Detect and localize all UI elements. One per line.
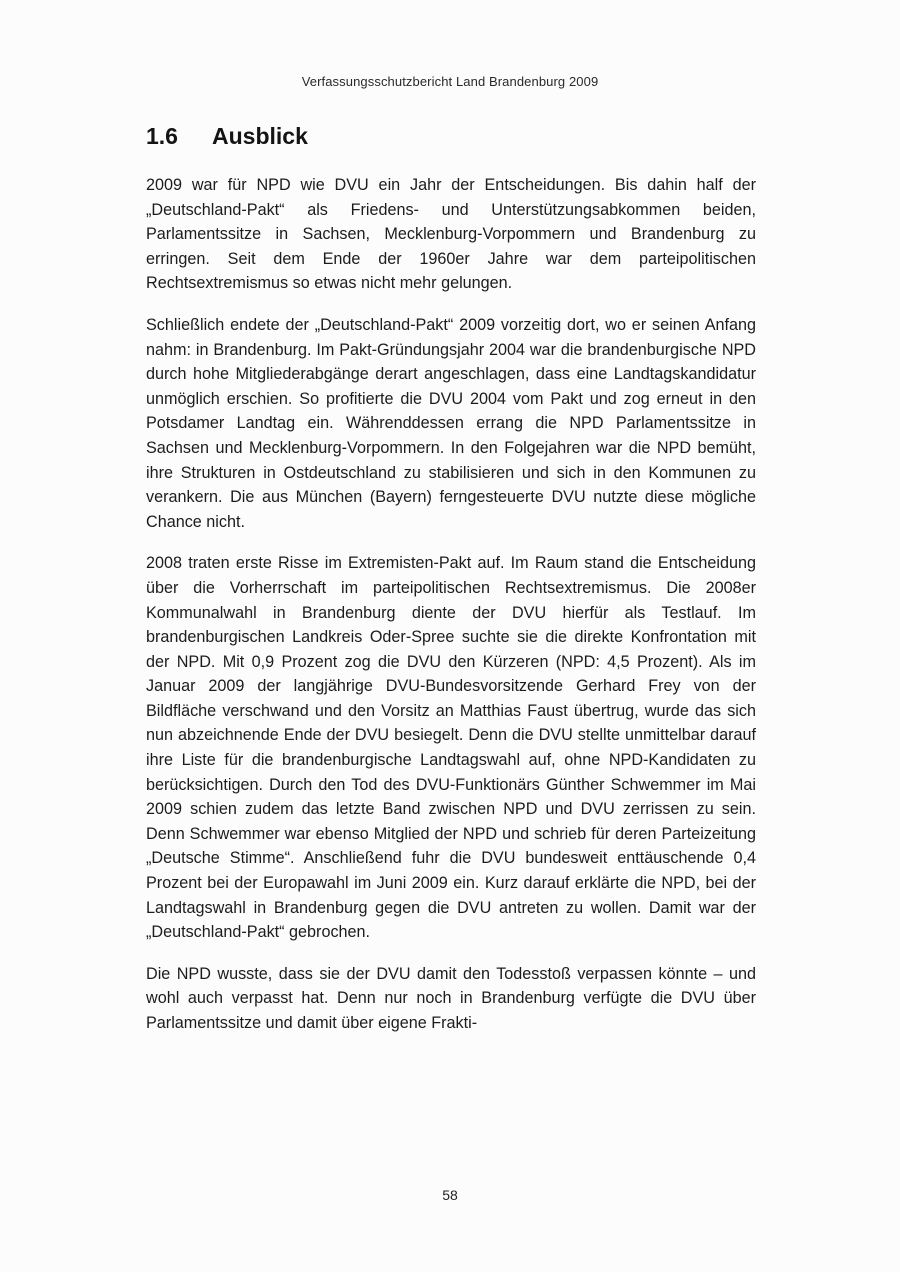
running-header: Verfassungsschutzbericht Land Brandenburg 2009 <box>301 74 599 89</box>
section-title: Ausblick <box>212 123 308 149</box>
page-number: 58 <box>442 1187 458 1203</box>
section-number: 1.6 <box>146 123 178 149</box>
paragraph-1: 2009 war für NPD wie DVU ein Jahr der Entscheidungen. Bis dahin half der „Deutschland-Pakt“ als Friedens- und Unterstützungsabkommen beiden, Parlamentssitze in Sachsen, Mecklenburg-Vorpommern und Brandenburg zu erringen. Seit dem Ende der 1960er Jahre war dem parteipolitischen Rechtsextremismus so etwas nicht mehr gelungen. <box>146 176 756 293</box>
paragraph-4: Die NPD wusste, dass sie der DVU damit den Todesstoß verpassen könnte – und wohl auch verpasst hat. Denn nur noch in Brandenburg verfügte die DVU über Parlamentssitze und damit über eigene Frakti- <box>146 964 756 1032</box>
paragraph-3: 2008 traten erste Risse im Extremisten-Pakt auf. Im Raum stand die Entscheidung über die Vorherrschaft im parteipolitischen Rechtsextremismus. Die 2008er Kommunalwahl in Brandenburg diente der DVU hierfür als Testlauf. Im brandenburgischen Landkreis Oder-Spree suchte sie die direkte Konfrontation mit der NPD. Mit 0,9 Prozent zog die DVU den Kürzeren (NPD: 4,5 Prozent). Als im Januar 2009 der langjährige DVU-Bundesvorsitzende Gerhard Frey von der Bildfläche verschwand und den Vorsitz an Matthias Faust übertrug, wurde das sich nun abzeichnende Ende der DVU besiegelt. Denn die DVU stellte unmittelbar darauf ihre Liste für die brandenburgische Landtagswahl auf, ohne NPD-Kandidaten zu berücksichtigen. Durch den Tod des DVU-Funktionärs Günther Schwemmer im Mai 2009 schien zudem das letzte Band zwischen NPD und DVU zerrissen zu sein. Denn Schwemmer war ebenso Mitglied der NPD und schrieb für deren Parteizeitung „Deutsche Stimme“. Anschließend fuhr die DVU bundesweit enttäuschende 0,4 Prozent bei der Europawahl im Juni 2009 ein. Kurz darauf erklärte die NPD, bei der Landtagswahl in Brandenburg gegen die DVU antreten zu wollen. Damit war der „Deutschland-Pakt“ gebrochen. <box>146 554 756 942</box>
section-heading <box>146 123 308 150</box>
body-text <box>146 173 756 1053</box>
paragraph-2: Schließlich endete der „Deutschland-Pakt“ 2009 vorzeitig dort, wo er seinen Anfang nahm: in Brandenburg. Im Pakt-Gründungsjahr 2004 war die brandenburgische NPD durch hohe Mitgliederabgänge derart angeschlagen, dass eine Landtagskandidatur unmöglich erschien. So profitierte die DVU 2004 vom Pakt und zog erneut in den Potsdamer Landtag ein. Währenddessen errang die NPD Parlamentssitze in Sachsen und Mecklenburg-Vorpommern. In den Folgejahren war die NPD bemüht, ihre Strukturen in Ostdeutschland zu stabilisieren und sich in den Kommunen zu verankern. Die aus München (Bayern) ferngesteuerte DVU nutzte diese mögliche Chance nicht. <box>146 315 756 531</box>
